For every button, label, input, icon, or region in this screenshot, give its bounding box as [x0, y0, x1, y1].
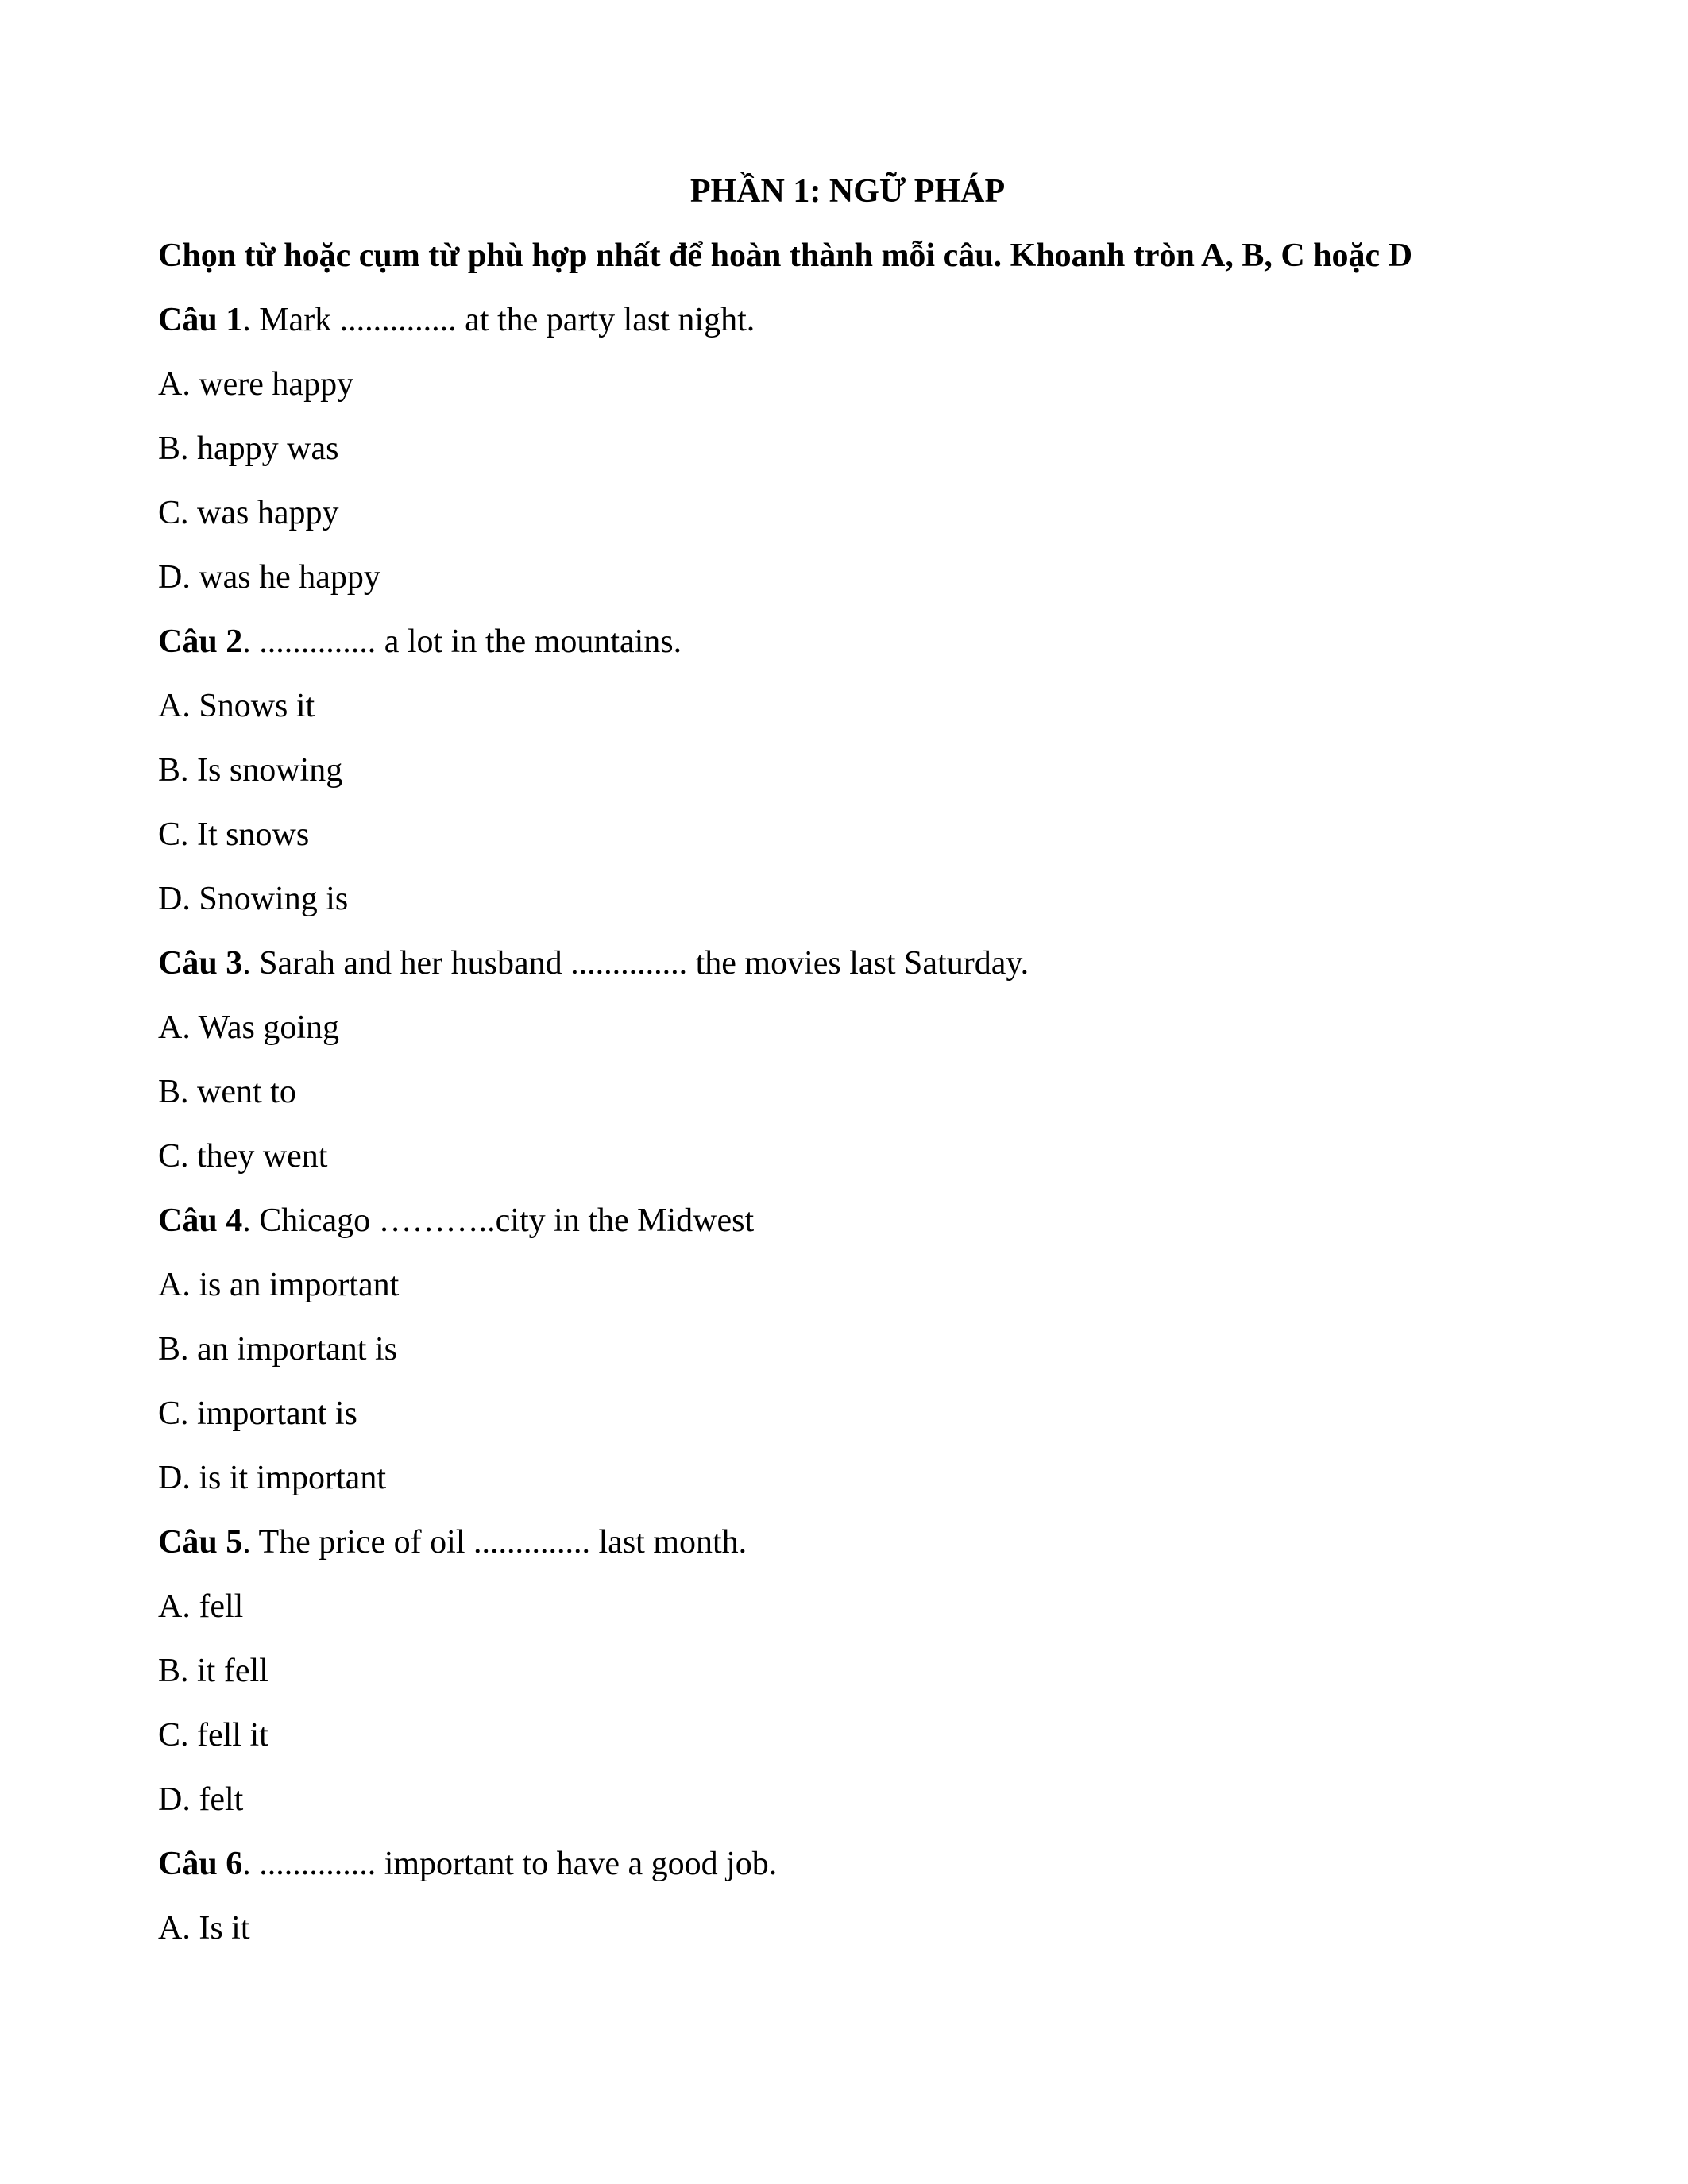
- question-4: [158, 1189, 1537, 1253]
- question-2-option-a: A. Snows it: [158, 688, 315, 724]
- question-2: [158, 610, 1537, 674]
- question-3-option-c: C. they went: [158, 1138, 328, 1175]
- question-4-option-c: C. important is: [158, 1395, 357, 1432]
- question-6-option-a: A. Is it: [158, 1910, 250, 1947]
- question-2-option-c: C. It snows: [158, 816, 310, 853]
- question-5-option-d: D. felt: [158, 1781, 244, 1818]
- instruction-text: Chọn từ hoặc cụm từ phù hợp nhất để hoàn thành mỗi câu. Khoanh tròn A, B, C hoặc D: [158, 237, 1413, 274]
- question-4-label: Câu 4: [158, 1202, 243, 1239]
- question-4-option-d: D. is it important: [158, 1460, 386, 1496]
- question-2-stem: . .............. a lot in the mountains.: [242, 623, 682, 660]
- question-2-option-b: B. Is snowing: [158, 752, 343, 789]
- question-1-label: Câu 1: [158, 302, 243, 338]
- question-5-option-b: B. it fell: [158, 1653, 268, 1689]
- question-1-stem: . Mark .............. at the party last night.: [242, 302, 755, 338]
- question-4-stem: . Chicago ………..city in the Midwest: [242, 1202, 755, 1239]
- question-4-option-a: A. is an important: [158, 1267, 400, 1303]
- question-3-option-b: B. went to: [158, 1074, 296, 1110]
- question-5-stem: . The price of oil .............. last month.: [242, 1524, 747, 1561]
- question-6-label: Câu 6: [158, 1846, 243, 1882]
- question-5-option-c: C. fell it: [158, 1717, 268, 1754]
- question-3-option-a: A. Was going: [158, 1009, 340, 1046]
- page-title: PHẦN 1: NGỮ PHÁP: [689, 173, 1006, 210]
- question-5-option-a: A. fell: [158, 1588, 244, 1625]
- question-1: [158, 288, 1537, 353]
- question-1-option-b: B. happy was: [158, 430, 339, 467]
- question-5-label: Câu 5: [158, 1524, 243, 1561]
- question-1-option-a: A. were happy: [158, 366, 354, 403]
- question-3: [158, 932, 1537, 996]
- question-6: [158, 1832, 1537, 1897]
- question-5: [158, 1511, 1537, 1575]
- question-2-option-d: D. Snowing is: [158, 881, 349, 917]
- question-1-option-c: C. was happy: [158, 495, 339, 531]
- question-6-stem: . .............. important to have a good job.: [242, 1846, 778, 1882]
- question-3-label: Câu 3: [158, 945, 243, 982]
- question-1-option-d: D. was he happy: [158, 559, 380, 596]
- question-3-stem: . Sarah and her husband .............. the movies last Saturday.: [242, 945, 1029, 982]
- question-2-label: Câu 2: [158, 623, 243, 660]
- question-4-option-b: B. an important is: [158, 1331, 397, 1368]
